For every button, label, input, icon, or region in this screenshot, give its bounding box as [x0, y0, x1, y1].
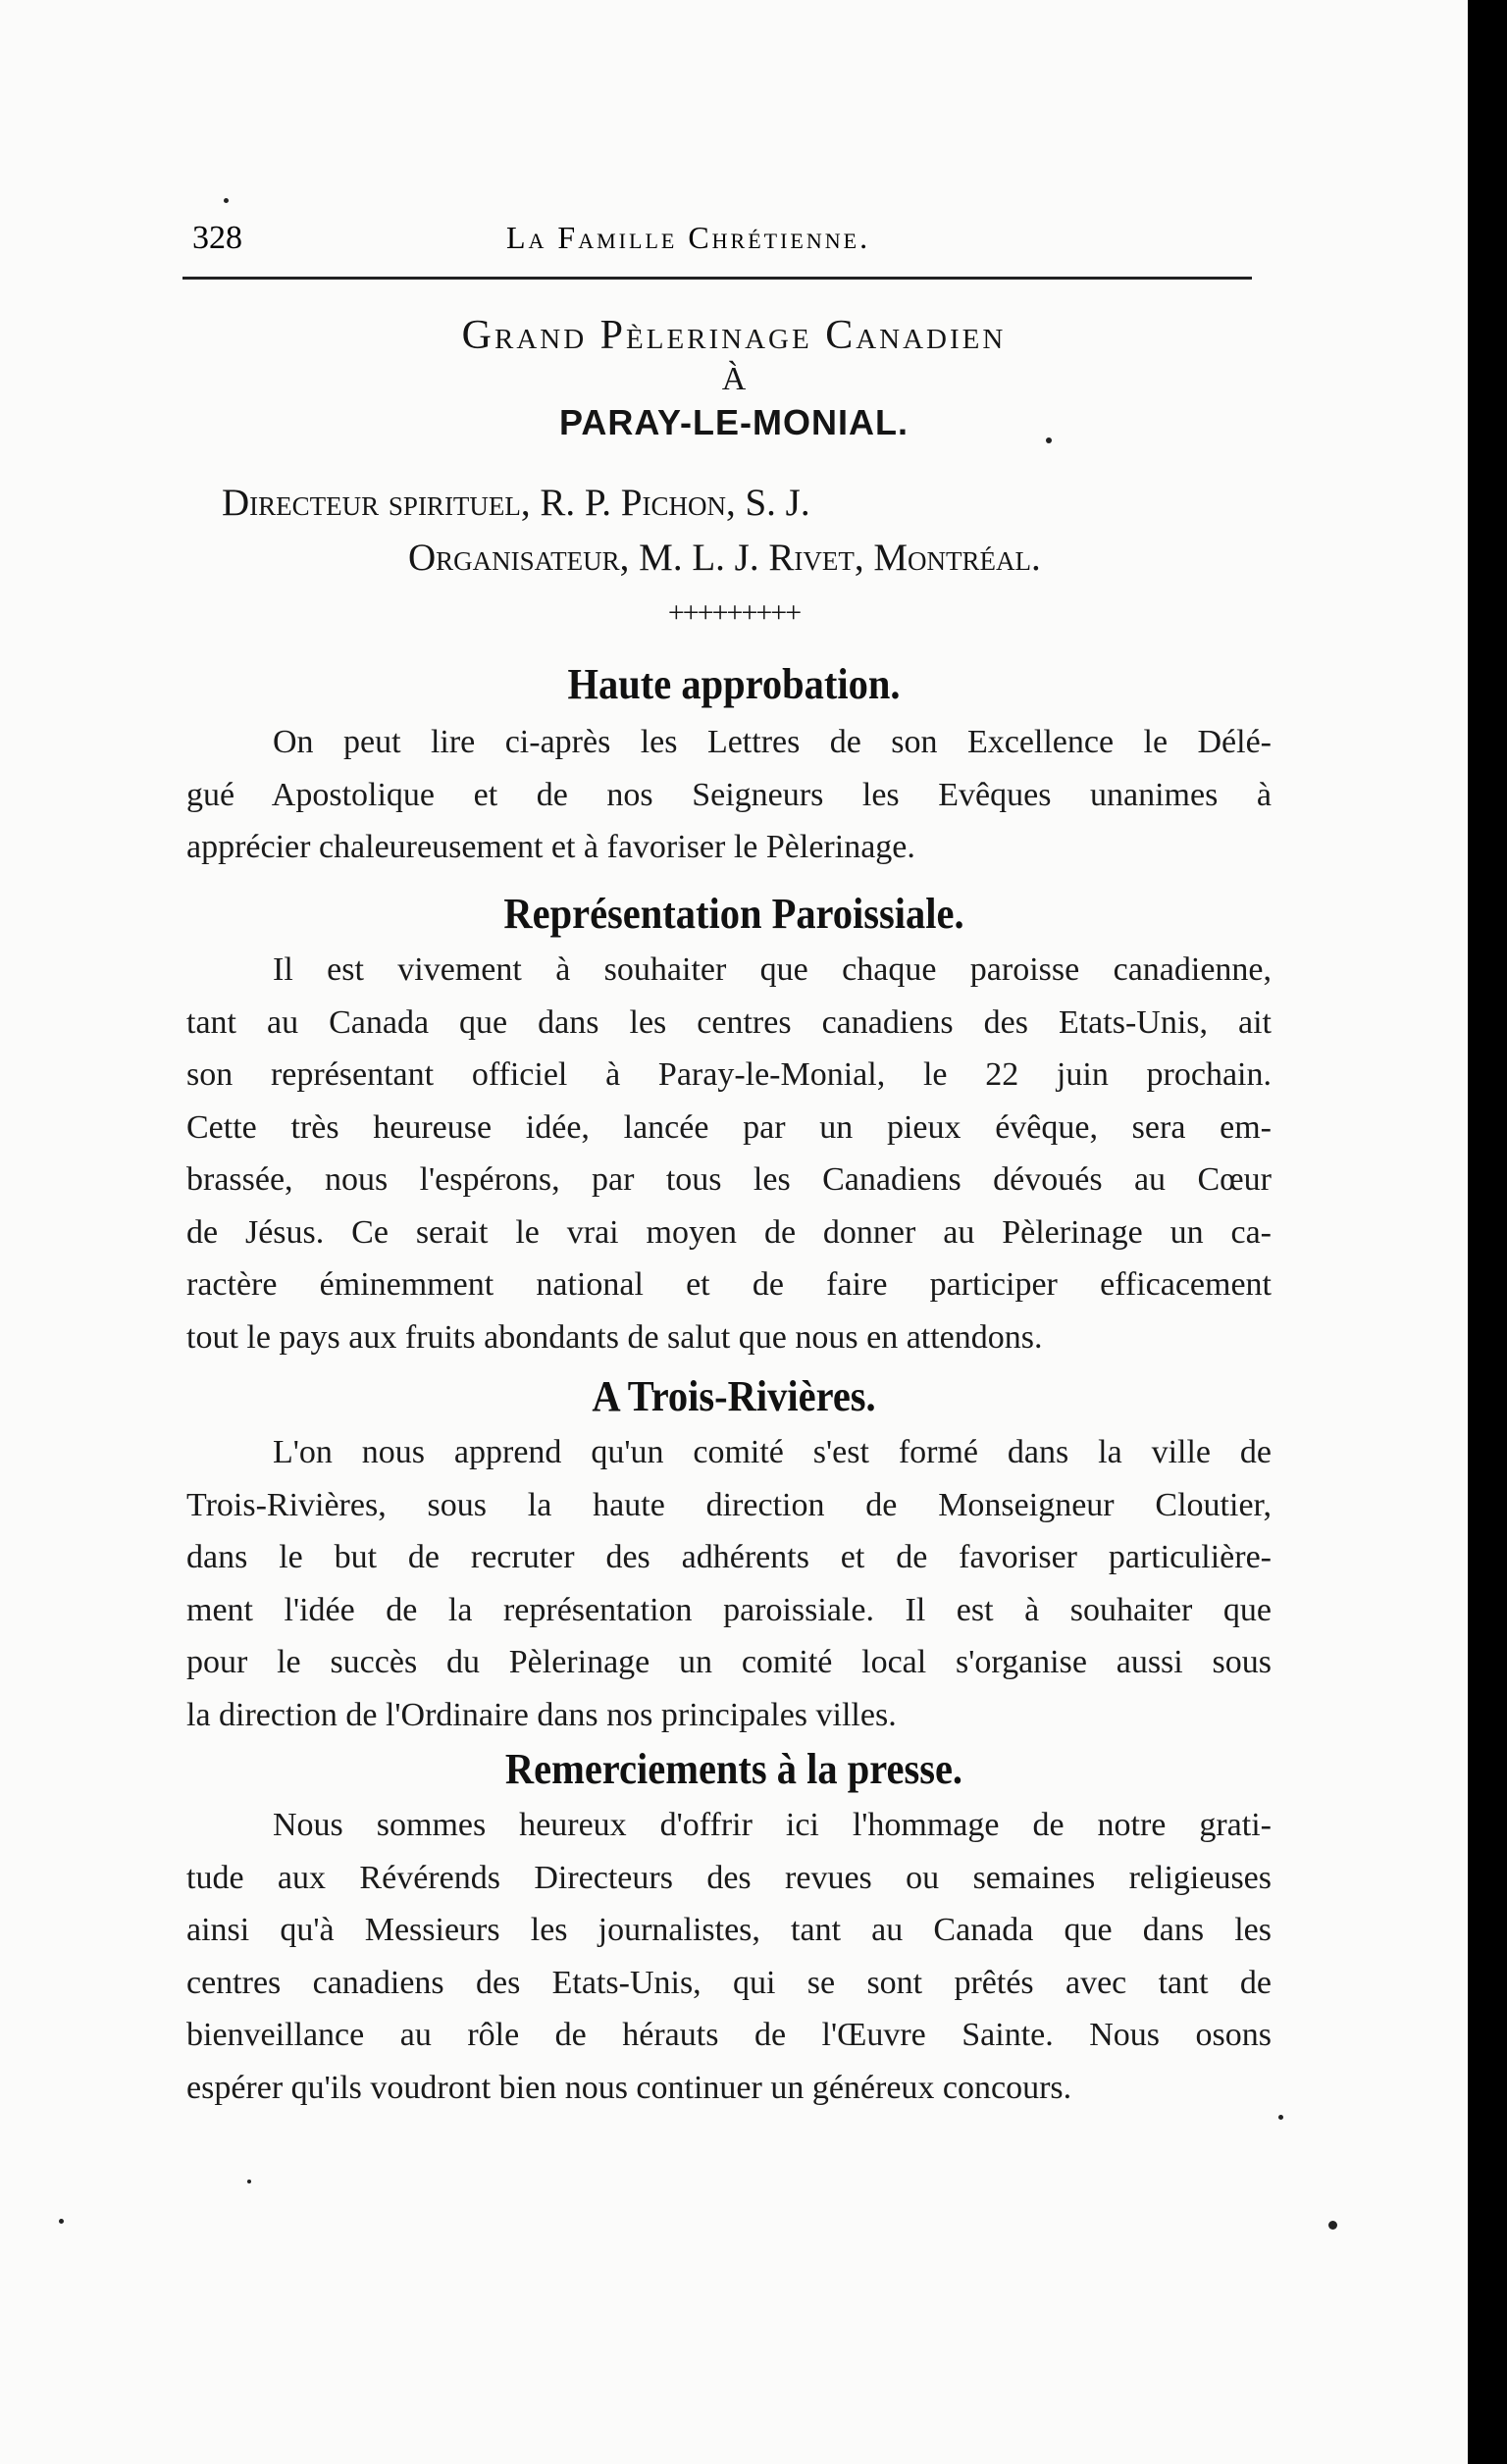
- scan-speck: [1046, 437, 1052, 443]
- scan-border: [1468, 0, 1507, 2464]
- section-paragraph-representation: [186, 944, 1272, 1363]
- scan-speck: [247, 2180, 251, 2183]
- paragraph-line: apprécier chaleureusement et à favoriser le Pèlerinage.: [186, 829, 915, 865]
- paragraph-line: son représentant officiel à Paray-le-Monial, le 22 juin prochain.: [186, 1056, 1272, 1093]
- paragraph-line: brassée, nous l'espérons, par tous les Canadiens dévoués au Cœur: [186, 1161, 1272, 1198]
- article-title-place: PARAY-LE-MONIAL.: [558, 402, 909, 442]
- paragraph-line: pour le succès du Pèlerinage un comité local s'organise aussi sous: [186, 1644, 1272, 1680]
- section-paragraph-trois-rivieres: [186, 1426, 1272, 1741]
- section-heading-trois-rivieres: A Trois-Rivières.: [592, 1372, 876, 1420]
- article-title-connector: À: [721, 361, 747, 397]
- scan-speck: [1278, 2115, 1283, 2120]
- section-heading-representation: Représentation Paroissiale.: [503, 890, 964, 938]
- running-head: [182, 220, 1252, 263]
- section-paragraph-remerciements: [186, 1799, 1272, 2114]
- scan-speck: [224, 198, 229, 203]
- scan-speck: [1328, 2221, 1337, 2230]
- section-heading-remerciements: Remerciements à la presse.: [504, 1745, 963, 1793]
- section-paragraph-approbation: [186, 716, 1272, 874]
- header-rule: [182, 277, 1252, 280]
- paragraph-line: ractère éminemment national et de faire participer efficacement: [186, 1266, 1272, 1303]
- paragraph-line: espérer qu'ils voudront bien nous continuer un généreux concours.: [186, 2069, 1072, 2106]
- page-number: 328: [192, 220, 242, 256]
- paragraph-line: tude aux Révérends Directeurs des revues ou semaines religieuses: [186, 1859, 1272, 1896]
- paragraph-line: de Jésus. Ce serait le vrai moyen de donner au Pèlerinage un ca-: [186, 1213, 1272, 1251]
- section-heading-approbation: Haute approbation.: [567, 660, 901, 708]
- paragraph-line: L'on nous apprend qu'un comité s'est formé dans la ville de: [273, 1434, 1272, 1470]
- paragraph-line: Nous sommes heureux d'offrir ici l'hommage de notre grati-: [273, 1807, 1272, 1843]
- running-title: La Famille Chrétienne.: [506, 220, 871, 255]
- paragraph-line: centres canadiens des Etats-Unis, qui se sont prêtés avec tant de: [186, 1964, 1272, 2001]
- spiritual-director: Directeur spirituel, R. P. Pichon, S. J.: [222, 482, 810, 524]
- paragraph-line: Il est vivement à souhaiter que chaque paroisse canadienne,: [273, 951, 1272, 988]
- paragraph-line: Cette très heureuse idée, lancée par un pieux évêque, sera em-: [186, 1108, 1272, 1146]
- paragraph-line: la direction de l'Ordinaire dans nos principales villes.: [186, 1696, 897, 1733]
- organizer: Organisateur, M. L. J. Rivet, Montréal.: [408, 537, 1041, 579]
- paragraph-line: Trois-Rivières, sous la haute direction de Monseigneur Cloutier,: [186, 1486, 1272, 1523]
- article-title: Grand Pèlerinage Canadien: [461, 313, 1007, 358]
- scan-speck: [59, 2219, 64, 2224]
- ornament-divider: +++++++++: [667, 596, 801, 629]
- paragraph-line: ainsi qu'à Messieurs les journalistes, tant au Canada que dans les: [186, 1912, 1272, 1948]
- paragraph-line: tant au Canada que dans les centres canadiens des Etats-Unis, ait: [186, 1003, 1272, 1041]
- paragraph-line: tout le pays aux fruits abondants de salut que nous en attendons.: [186, 1318, 1043, 1356]
- paragraph-line: gué Apostolique et de nos Seigneurs les Evêques unanimes à: [186, 776, 1272, 813]
- paragraph-line: ment l'idée de la représentation paroissiale. Il est à souhaiter que: [186, 1591, 1272, 1628]
- paragraph-line: bienveillance au rôle de hérauts de l'Œuvre Sainte. Nous osons: [186, 2017, 1272, 2053]
- paragraph-line: dans le but de recruter des adhérents et de favoriser particulière-: [186, 1539, 1272, 1575]
- paragraph-line: On peut lire ci-après les Lettres de son Excellence le Délé-: [273, 724, 1272, 760]
